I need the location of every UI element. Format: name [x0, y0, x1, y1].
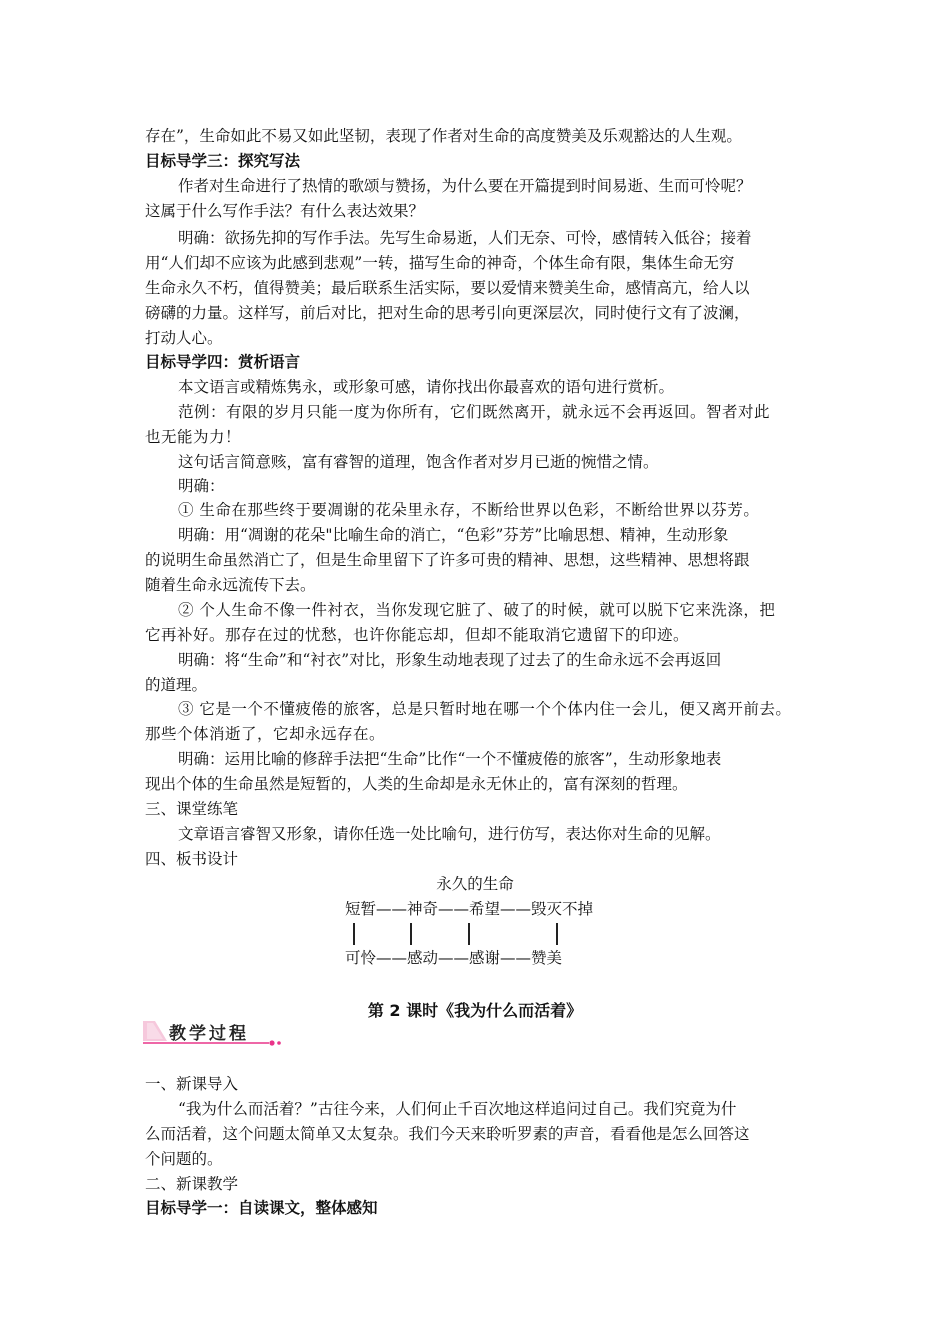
text-line: 存在”，生命如此不易又如此坚韧，表现了作者对生命的高度赞美及乐观豁达的人生观。 — [145, 127, 742, 145]
text-line: 的说明生命虽然消亡了，但是生命里留下了许多可贵的精神、思想，这些精神、思想将跟 — [145, 551, 750, 569]
text-line: 明确：将“生命”和“衬衣”对比，形象生动地表现了过去了的生命永远不会再返回 — [178, 651, 722, 669]
text-line: 个问题的。 — [145, 1150, 223, 1168]
text-line: 磅礴的力量。这样写，前后对比，把对生命的思考引向更深层次，同时使行文有了波澜， — [145, 304, 750, 322]
text-line: 作者对生命进行了热情的歌颂与赞扬，为什么要在开篇提到时间易逝、生而可怜呢？ — [178, 177, 752, 195]
banner-label: 教学过程 — [169, 1024, 249, 1044]
text-line: 明确：欲扬先抑的写作手法。先写生命易逝，人们无奈、可怜，感情转入低谷；接着 — [178, 229, 752, 247]
section-heading: 一、新课导入 — [145, 1075, 239, 1093]
text-line: 么而活着，这个问题太简单又太复杂。我们今天来聆听罗素的声音，看看他是怎么回答这 — [145, 1125, 750, 1143]
text-line: 也无能为力！ — [145, 428, 242, 446]
text-line: ③ 它是一个不懂疲倦的旅客，总是只暂时地在哪一个个体内住一会儿，便又离开前去。 — [178, 700, 792, 718]
text-line: 的道理。 — [145, 676, 208, 694]
text-line: 打动人心。 — [145, 329, 223, 347]
section-heading: 二、新课教学 — [145, 1175, 239, 1193]
board-connector — [468, 923, 470, 945]
text-line: 明确：用“凋谢的花朵"比喻生命的消亡，“色彩”芬芳”比喻思想、精神，生动形象 — [178, 526, 729, 544]
section-heading: 目标导学一：自读课文，整体感知 — [145, 1199, 378, 1217]
board-connector — [353, 923, 355, 945]
teaching-process-banner — [143, 1019, 283, 1051]
text-line: “我为什么而活着？”古往今来，人们何止千百次地这样追问过自己。我们究竟为什 — [178, 1100, 737, 1118]
text-line: ② 个人生命不像一件衬衣，当你发现它脏了、破了的时候，就可以脱下它来洗涤，把 — [178, 601, 776, 619]
text-line: ① 生命在那些终于要凋谢的花朵里永存，不断给世界以色彩，不断给世界以芬芳。 — [178, 501, 760, 519]
text-line: 那些个体消逝了，它却永远存在。 — [145, 725, 386, 743]
section-heading: 四、板书设计 — [145, 850, 239, 868]
text-line: 随着生命永远流传下去。 — [145, 576, 316, 594]
board-connector — [410, 923, 412, 945]
lesson-title: 第 2 课时《我为什么而活着》 — [367, 1001, 583, 1020]
text-line: 这句话言简意赅，富有睿智的道理，饱含作者对岁月已逝的惋惜之情。 — [178, 453, 659, 471]
board-row-1: 短暂——神奇——希望——毁灭不掉 — [345, 900, 594, 918]
text-line: 这属于什么写作手法？有什么表达效果？ — [145, 202, 425, 220]
section-heading: 三、课堂练笔 — [145, 800, 239, 818]
board-title: 永久的生命 — [436, 875, 514, 893]
section-heading: 目标导学三：探究写法 — [145, 152, 301, 170]
text-line: 文章语言睿智又形象，请你任选一处比喻句，进行仿写，表达你对生命的见解。 — [178, 825, 721, 843]
text-line: 明确： — [178, 477, 225, 495]
board-connector — [556, 923, 558, 945]
text-line: 现出个体的生命虽然是短暂的，人类的生命却是永无休止的，富有深刻的哲理。 — [145, 775, 688, 793]
text-line: 生命永久不朽，值得赞美；最后联系生活实际，要以爱情来赞美生命，感情高亢，给人以 — [145, 279, 750, 297]
text-line: 本文语言或精炼隽永，或形象可感，请你找出你最喜欢的语句进行赏析。 — [178, 378, 675, 396]
section-heading: 目标导学四：赏析语言 — [145, 353, 301, 371]
text-line: 它再补好。那存在过的忧愁，也许你能忘却，但却不能取消它遗留下的印迹。 — [145, 626, 690, 644]
text-line: 用“人们却不应该为此感到悲观”一转，描写生命的神奇，个体生命有限，集体生命无穷 — [145, 254, 735, 272]
text-line: 明确：运用比喻的修辞手法把“生命”比作“一个不懂疲倦的旅客”，生动形象地表 — [178, 750, 722, 768]
board-row-2: 可怜——感动——感谢——赞美 — [345, 949, 563, 967]
text-line: 范例：有限的岁月只能一度为你所有，它们既然离开，就永远不会再返回。智者对此 — [178, 403, 771, 421]
